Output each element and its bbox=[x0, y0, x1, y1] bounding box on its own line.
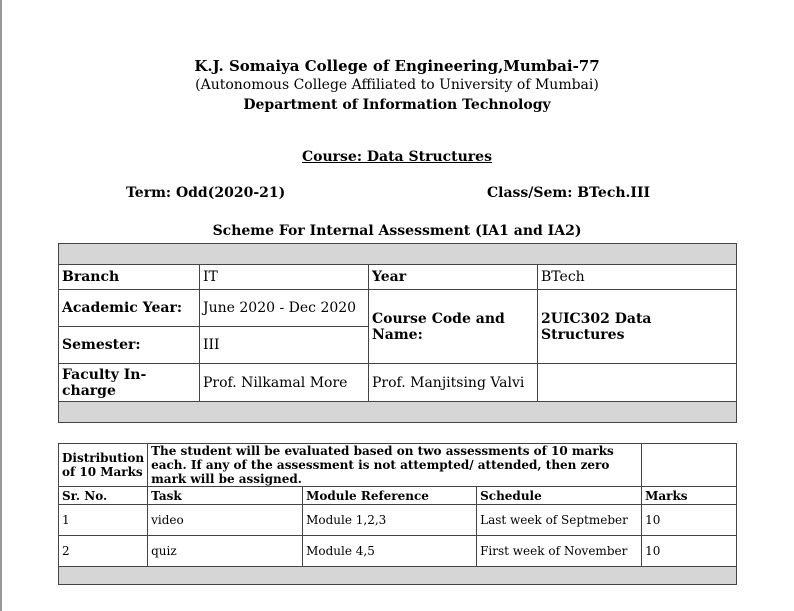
row-1-marks: 10 bbox=[642, 505, 737, 536]
faculty-name-1: Prof. Nilkamal More bbox=[200, 364, 369, 402]
distribution-label: Distribution of 10 Marks bbox=[59, 444, 148, 487]
row-1-sr-no: 1 bbox=[59, 505, 148, 536]
course-code-value: 2UIC302 Data Structures bbox=[538, 290, 737, 364]
academic-year-value: June 2020 - Dec 2020 bbox=[200, 290, 369, 327]
col-schedule: Schedule bbox=[477, 487, 642, 505]
semester-label: Semester: bbox=[59, 327, 200, 364]
scheme-title: Scheme For Internal Assessment (IA1 and IA2) bbox=[212, 223, 582, 239]
branch-value: IT bbox=[200, 265, 369, 290]
col-marks: Marks bbox=[642, 487, 737, 505]
class-sem-label: Class/Sem: BTech.III bbox=[487, 185, 651, 201]
col-module-reference: Module Reference bbox=[303, 487, 477, 505]
faculty-empty-cell bbox=[538, 364, 737, 402]
assessment-table-bottom-band bbox=[59, 567, 737, 585]
college-affiliation: (Autonomous College Affiliated to University of Mumbai) bbox=[195, 77, 599, 93]
course-info-table bbox=[58, 243, 737, 423]
table-row bbox=[59, 505, 737, 536]
row-1-module: Module 1,2,3 bbox=[303, 505, 477, 536]
info-table-top-band bbox=[59, 244, 737, 265]
year-value: BTech bbox=[538, 265, 737, 290]
info-table-bottom-band bbox=[59, 402, 737, 423]
term-label: Term: Odd(2020-21) bbox=[126, 185, 286, 201]
row-1-task: video bbox=[148, 505, 303, 536]
row-2-marks: 10 bbox=[642, 536, 737, 567]
row-2-sr-no: 2 bbox=[59, 536, 148, 567]
department-name: Department of Information Technology bbox=[243, 97, 551, 113]
table-row bbox=[59, 536, 737, 567]
row-2-module: Module 4,5 bbox=[303, 536, 477, 567]
col-task: Task bbox=[148, 487, 303, 505]
college-name: K.J. Somaiya College of Engineering,Mumbai-77 bbox=[194, 57, 600, 75]
year-label: Year bbox=[369, 265, 538, 290]
row-2-schedule: First week of November bbox=[477, 536, 642, 567]
academic-year-label: Academic Year: bbox=[59, 290, 200, 327]
branch-label: Branch bbox=[59, 265, 200, 290]
course-code-label: Course Code and Name: bbox=[369, 290, 538, 364]
row-1-schedule: Last week of Septmeber bbox=[477, 505, 642, 536]
distribution-empty-cell bbox=[642, 444, 737, 487]
semester-value: III bbox=[200, 327, 369, 364]
col-sr-no: Sr. No. bbox=[59, 487, 148, 505]
course-title: Course: Data Structures bbox=[302, 149, 492, 165]
faculty-label: Faculty In-charge bbox=[59, 364, 200, 402]
distribution-text: The student will be evaluated based on two assessments of 10 marks each. If any of the assessment is not attempted/ attended, then zero mark will be assigned. bbox=[148, 444, 642, 487]
row-2-task: quiz bbox=[148, 536, 303, 567]
assessment-table bbox=[58, 443, 737, 585]
faculty-name-2: Prof. Manjitsing Valvi bbox=[369, 364, 538, 402]
